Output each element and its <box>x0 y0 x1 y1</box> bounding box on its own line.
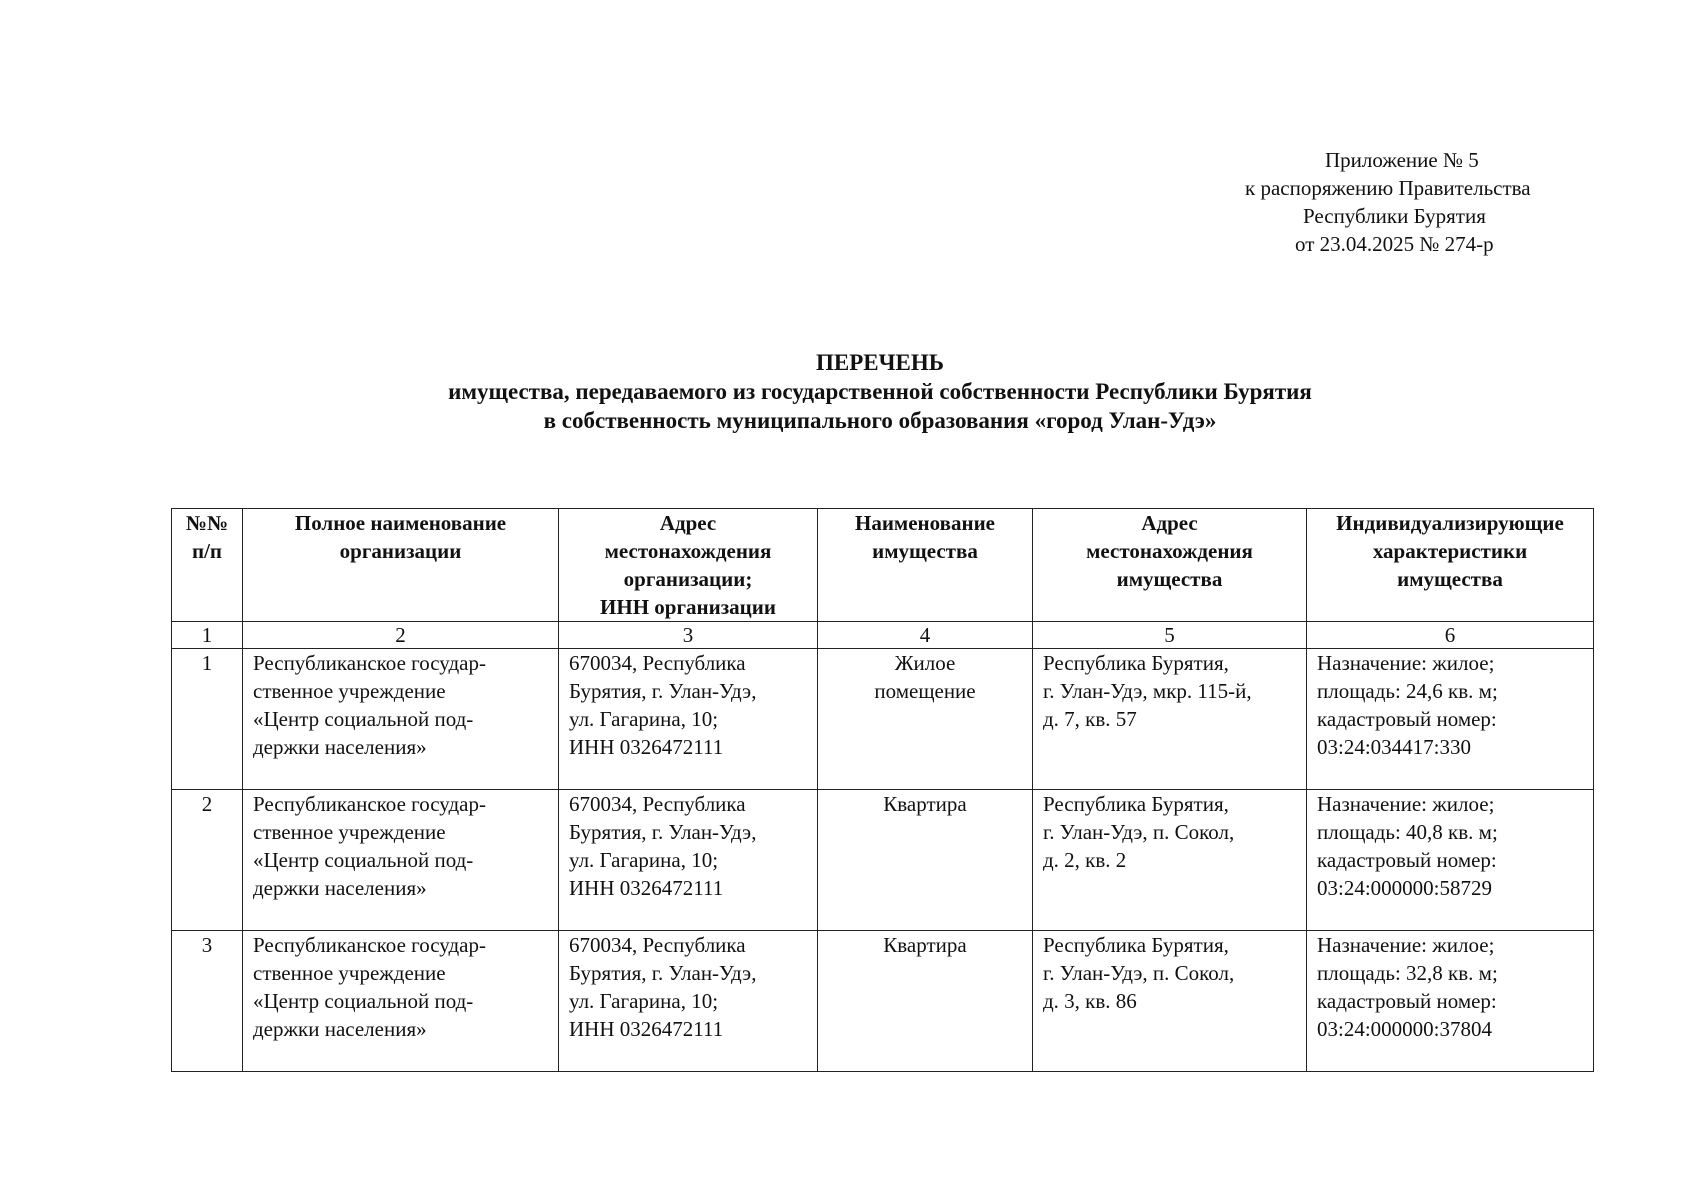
table-row <box>172 931 1594 1072</box>
table-row <box>172 649 1594 790</box>
characteristics-cell: Назначение: жилое; площадь: 24,6 кв. м; кадастровый номер: 03:24:034417:330 <box>1307 649 1594 790</box>
header-cell-number: №№ п/п <box>172 509 243 622</box>
table-row <box>172 790 1594 931</box>
characteristics-cell: Назначение: жилое; площадь: 40,8 кв. м; кадастровый номер: 03:24:000000:58729 <box>1307 790 1594 931</box>
organization-cell: Республиканское государ- ственное учреждение «Центр социальной под- держки населения» <box>243 790 559 931</box>
property-name-cell: Квартира <box>818 790 1033 931</box>
org-address-cell: 670034, Республика Бурятия, г. Улан-Удэ, ул. Гагарина, 10; ИНН 0326472111 <box>559 790 818 931</box>
property-address-cell: Республика Бурятия, г. Улан-Удэ, мкр. 115-й, д. 7, кв. 57 <box>1033 649 1307 790</box>
header-cell-characteristics: Индивидуализирующие характеристики имущества <box>1307 509 1594 622</box>
org-address-cell: 670034, Республика Бурятия, г. Улан-Удэ, ул. Гагарина, 10; ИНН 0326472111 <box>559 649 818 790</box>
organization-cell: Республиканское государ- ственное учреждение «Центр социальной под- держки населения» <box>243 931 559 1072</box>
title-line: имущества, передаваемого из государственной собственности Республики Бурятия <box>448 379 1312 404</box>
header-cell-organization: Полное наименование организации <box>243 509 559 622</box>
title-line: в собственность муниципального образования «город Улан-Удэ» <box>543 408 1217 433</box>
appendix-line: Республики Бурятия <box>1303 204 1486 228</box>
organization-cell: Республиканское государ- ственное учреждение «Центр социальной под- держки населения» <box>243 649 559 790</box>
appendix-line: от 23.04.2025 № 274-р <box>1295 232 1494 256</box>
property-name-cell: Жилое помещение <box>818 649 1033 790</box>
column-number: 6 <box>1307 622 1594 649</box>
row-number: 1 <box>172 649 243 790</box>
title-heading: ПЕРЕЧЕНЬ <box>816 350 944 375</box>
row-number: 2 <box>172 790 243 931</box>
appendix-line: Приложение № 5 <box>1325 148 1479 172</box>
header-cell-property-name: Наименование имущества <box>818 509 1033 622</box>
org-address-cell: 670034, Республика Бурятия, г. Улан-Удэ, ул. Гагарина, 10; ИНН 0326472111 <box>559 931 818 1072</box>
characteristics-cell: Назначение: жилое; площадь: 32,8 кв. м; кадастровый номер: 03:24:000000:37804 <box>1307 931 1594 1072</box>
column-number: 2 <box>243 622 559 649</box>
column-number: 1 <box>172 622 243 649</box>
property-name-cell: Квартира <box>818 931 1033 1072</box>
document-title <box>170 348 1590 435</box>
property-address-cell: Республика Бурятия, г. Улан-Удэ, п. Сокол, д. 2, кв. 2 <box>1033 790 1307 931</box>
column-number-row <box>172 622 1594 649</box>
appendix-block <box>1245 146 1605 258</box>
column-number: 3 <box>559 622 818 649</box>
header-cell-property-address: Адрес местонахождения имущества <box>1033 509 1307 622</box>
table-header-row <box>172 509 1594 622</box>
header-cell-org-address: Адрес местонахождения организации; ИНН организации <box>559 509 818 622</box>
appendix-line: к распоряжению Правительства <box>1245 176 1531 200</box>
column-number: 5 <box>1033 622 1307 649</box>
property-table <box>171 508 1594 1072</box>
row-number: 3 <box>172 931 243 1072</box>
property-address-cell: Республика Бурятия, г. Улан-Удэ, п. Сокол, д. 3, кв. 86 <box>1033 931 1307 1072</box>
column-number: 4 <box>818 622 1033 649</box>
